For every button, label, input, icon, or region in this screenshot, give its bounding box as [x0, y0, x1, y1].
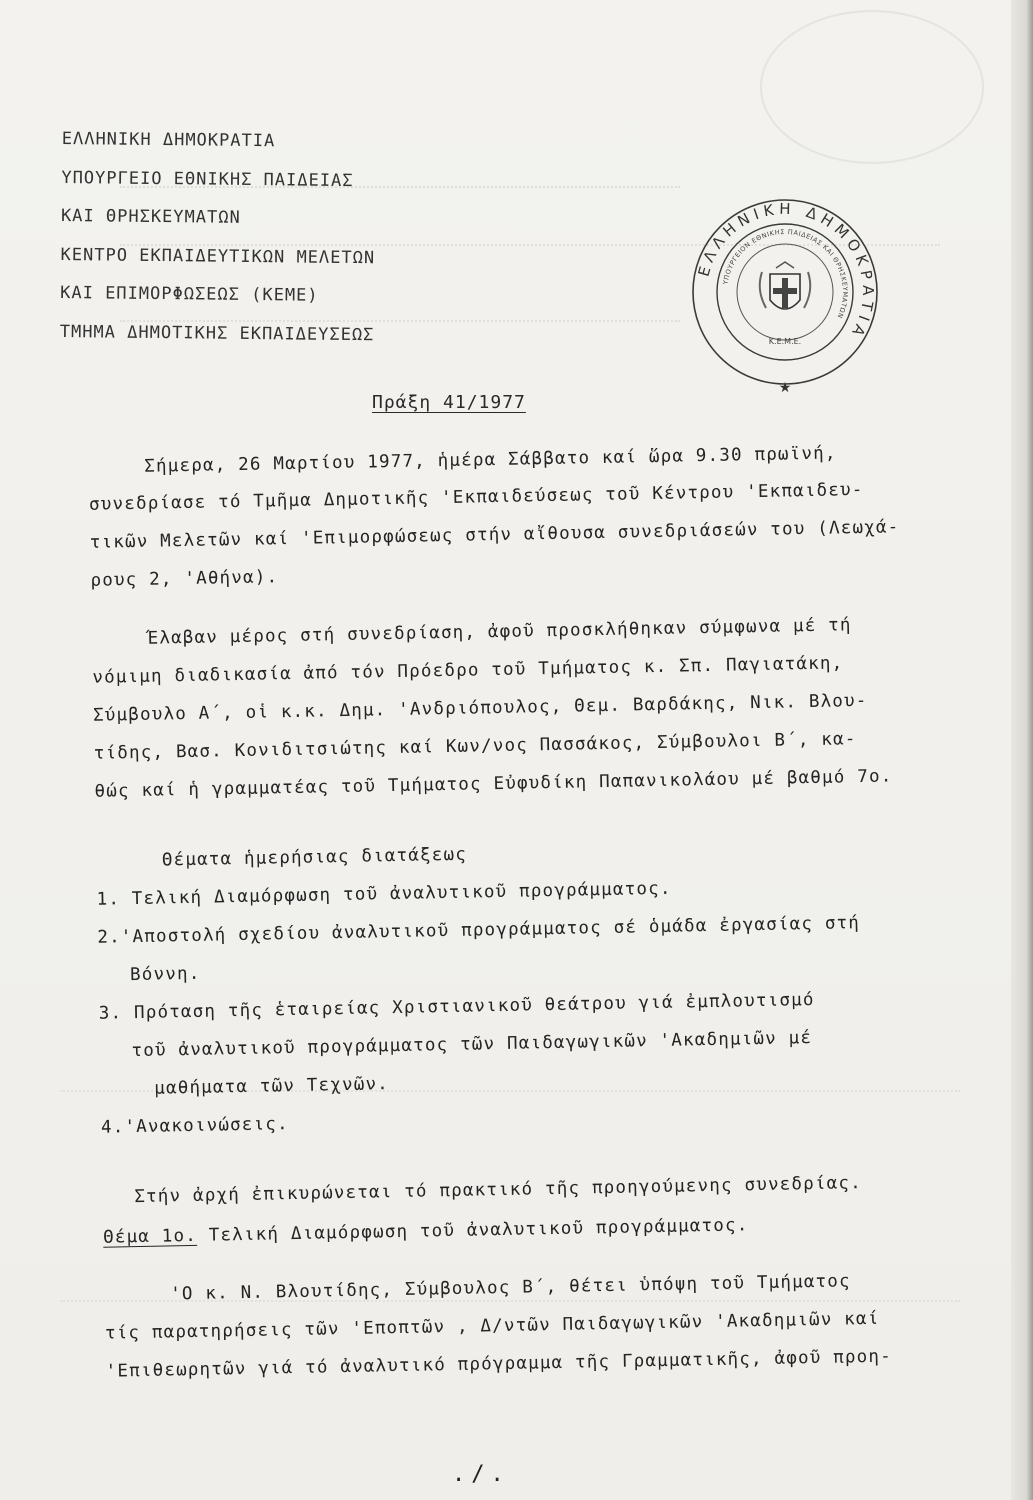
page-edge-shadow: [1011, 0, 1033, 1500]
header-line: ΥΠΟΥΡΓΕΙΟ ΕΘΝΙΚΗΣ ΠΑΙΔΕΙΑΣ: [61, 167, 354, 191]
agenda-item: 3. Πρόταση τῆς ἑταιρείας Χριστιανικοῦ θεάτρου γιά ἐμπλουτισμό: [98, 990, 815, 1024]
theme-body-line: 'Ο κ. Ν. Βλουτίδης, Σύμβουλος Β΄, θέτει ὑπόψη τοῦ Τμήματος: [170, 1271, 851, 1305]
act-title: Πράξη 41/1977: [372, 392, 526, 413]
official-stamp: [690, 192, 880, 402]
theme-body-line: τίς παρατηρήσεις τῶν 'Εποπτῶν , Δ/ντῶν Παιδαγωγικῶν 'Ακαδημιῶν καί: [104, 1308, 880, 1344]
stamp-outer-text: ΕΛΛΗΝΙΚΗ ΔΗΜΟΚΡΑΤΙΑ: [694, 199, 878, 344]
attendance-line: Έλαβαν μέρος στή συνεδρίαση, ἀφοῦ προσκλήθηκαν σύμφωνα μέ τή: [147, 615, 852, 649]
theme-line: [103, 1215, 749, 1247]
agenda-item: 1. Τελική Διαμόρφωση τοῦ ἀναλυτικοῦ προγράμματος.: [96, 878, 672, 910]
header-line: ΚΑΙ ΕΠΙΜΟΡΦΩΣΕΩΣ (ΚΕΜΕ): [60, 282, 319, 306]
continuation-mark: ./.: [452, 1462, 510, 1487]
header-line: ΤΜΗΜΑ ΔΗΜΟΤΙΚΗΣ ΕΚΠΑΙΔΕΥΣΕΩΣ: [59, 321, 375, 345]
theme-body-line: 'Επιθεωρητῶν γιά τό ἀναλυτικό πρόγραμμα τῆς Γραμματικῆς, ἀφοῦ προη-: [105, 1346, 893, 1382]
attendance-line: θώς καί ἡ γραμματέας τοῦ Τμήματος Εὐφυδίκη Παπανικολάου μέ βαθμό 7ο.: [94, 766, 893, 802]
attendance-line: Σύμβουλο Α΄, οἱ κ.κ. Δημ. 'Ανδριόπουλος, Θεμ. Βαρδάκης, Νικ. Βλου-: [92, 690, 868, 726]
theme-label: Θέμα 1ο.: [102, 1225, 198, 1248]
theme-text: Τελική Διαμόρφωση τοῦ ἀναλυτικοῦ προγράμματος.: [208, 1215, 749, 1246]
agenda-item: Βόννη.: [129, 963, 201, 986]
agenda-item: 4.'Ανακοινώσεις.: [100, 1114, 289, 1138]
intro-line: συνεδρίασε τό Τμῆμα Δημοτικῆς 'Εκπαιδεύσεως τοῦ Κέντρου 'Εκπαιδευ-: [88, 479, 864, 515]
header-line: ΚΕΝΤΡΟ ΕΚΠΑΙΔΕΥΤΙΚΩΝ ΜΕΛΕΤΩΝ: [60, 244, 376, 268]
bleed-through-seal: [760, 10, 984, 164]
intro-line: Σήμερα, 26 Μαρτίου 1977, ἡμέρα Σάββατο καί ὥρα 9.30 πρωϊνή,: [144, 443, 837, 477]
minutes-body: [80, 433, 980, 1382]
agenda-item: μαθήματα τῶν Τεχνῶν.: [154, 1074, 390, 1099]
coat-of-arms-icon: [760, 262, 811, 309]
intro-line: τικῶν Μελετῶν καί 'Επιμορφώσεως στήν αἴθουσα συνεδριάσεών του (Λεωχά-: [89, 517, 900, 553]
stamp-inner-text: ΥΠΟΥΡΓΕΙΟΝ ΕΘΝΙΚΗΣ ΠΑΙΔΕΙΑΣ ΚΑΙ ΘΡΗΣΚΕΥΜΑΤΩΝ: [721, 227, 850, 320]
stamp-bottom-text: Κ.Ε.Μ.Ε.: [768, 337, 802, 346]
header-line: ΕΛΛΗΝΙΚΗ ΔΗΜΟΚΡΑΤΙΑ: [61, 128, 276, 152]
agenda-item: 2.'Αποστολή σχεδίου ἀναλυτικοῦ προγράμματος σέ ὁμάδα ἐργασίας στή: [97, 913, 861, 948]
attendance-line: νόμιμη διαδικασία ἀπό τόν Πρόεδρο τοῦ Τμήματος κ. Σπ. Παγιατάκη,: [92, 653, 844, 688]
ministry-header: [60, 120, 377, 354]
intro-line: ρους 2, 'Αθήνα).: [90, 567, 279, 591]
approval-line: Στήν ἀρχή ἐπικυρώνεται τό πρακτικό τῆς προηγούμενης συνεδρίας.: [134, 1173, 863, 1208]
header-line: ΚΑΙ ΘΡΗΣΚΕΥΜΑΤΩΝ: [60, 205, 241, 228]
agenda-heading: Θέματα ἡμερήσιας διατάξεως: [161, 844, 468, 871]
agenda-item: τοῦ ἀναλυτικοῦ προγράμματος τῶν Παιδαγωγικῶν 'Ακαδημιῶν μέ: [131, 1028, 813, 1062]
star-icon: ★: [778, 380, 792, 396]
attendance-line: τίδης, Βασ. Κονιδιτσιώτης καί Κων/νος Πασσάκος, Σύμβουλοι Β΄, κα-: [93, 729, 857, 764]
